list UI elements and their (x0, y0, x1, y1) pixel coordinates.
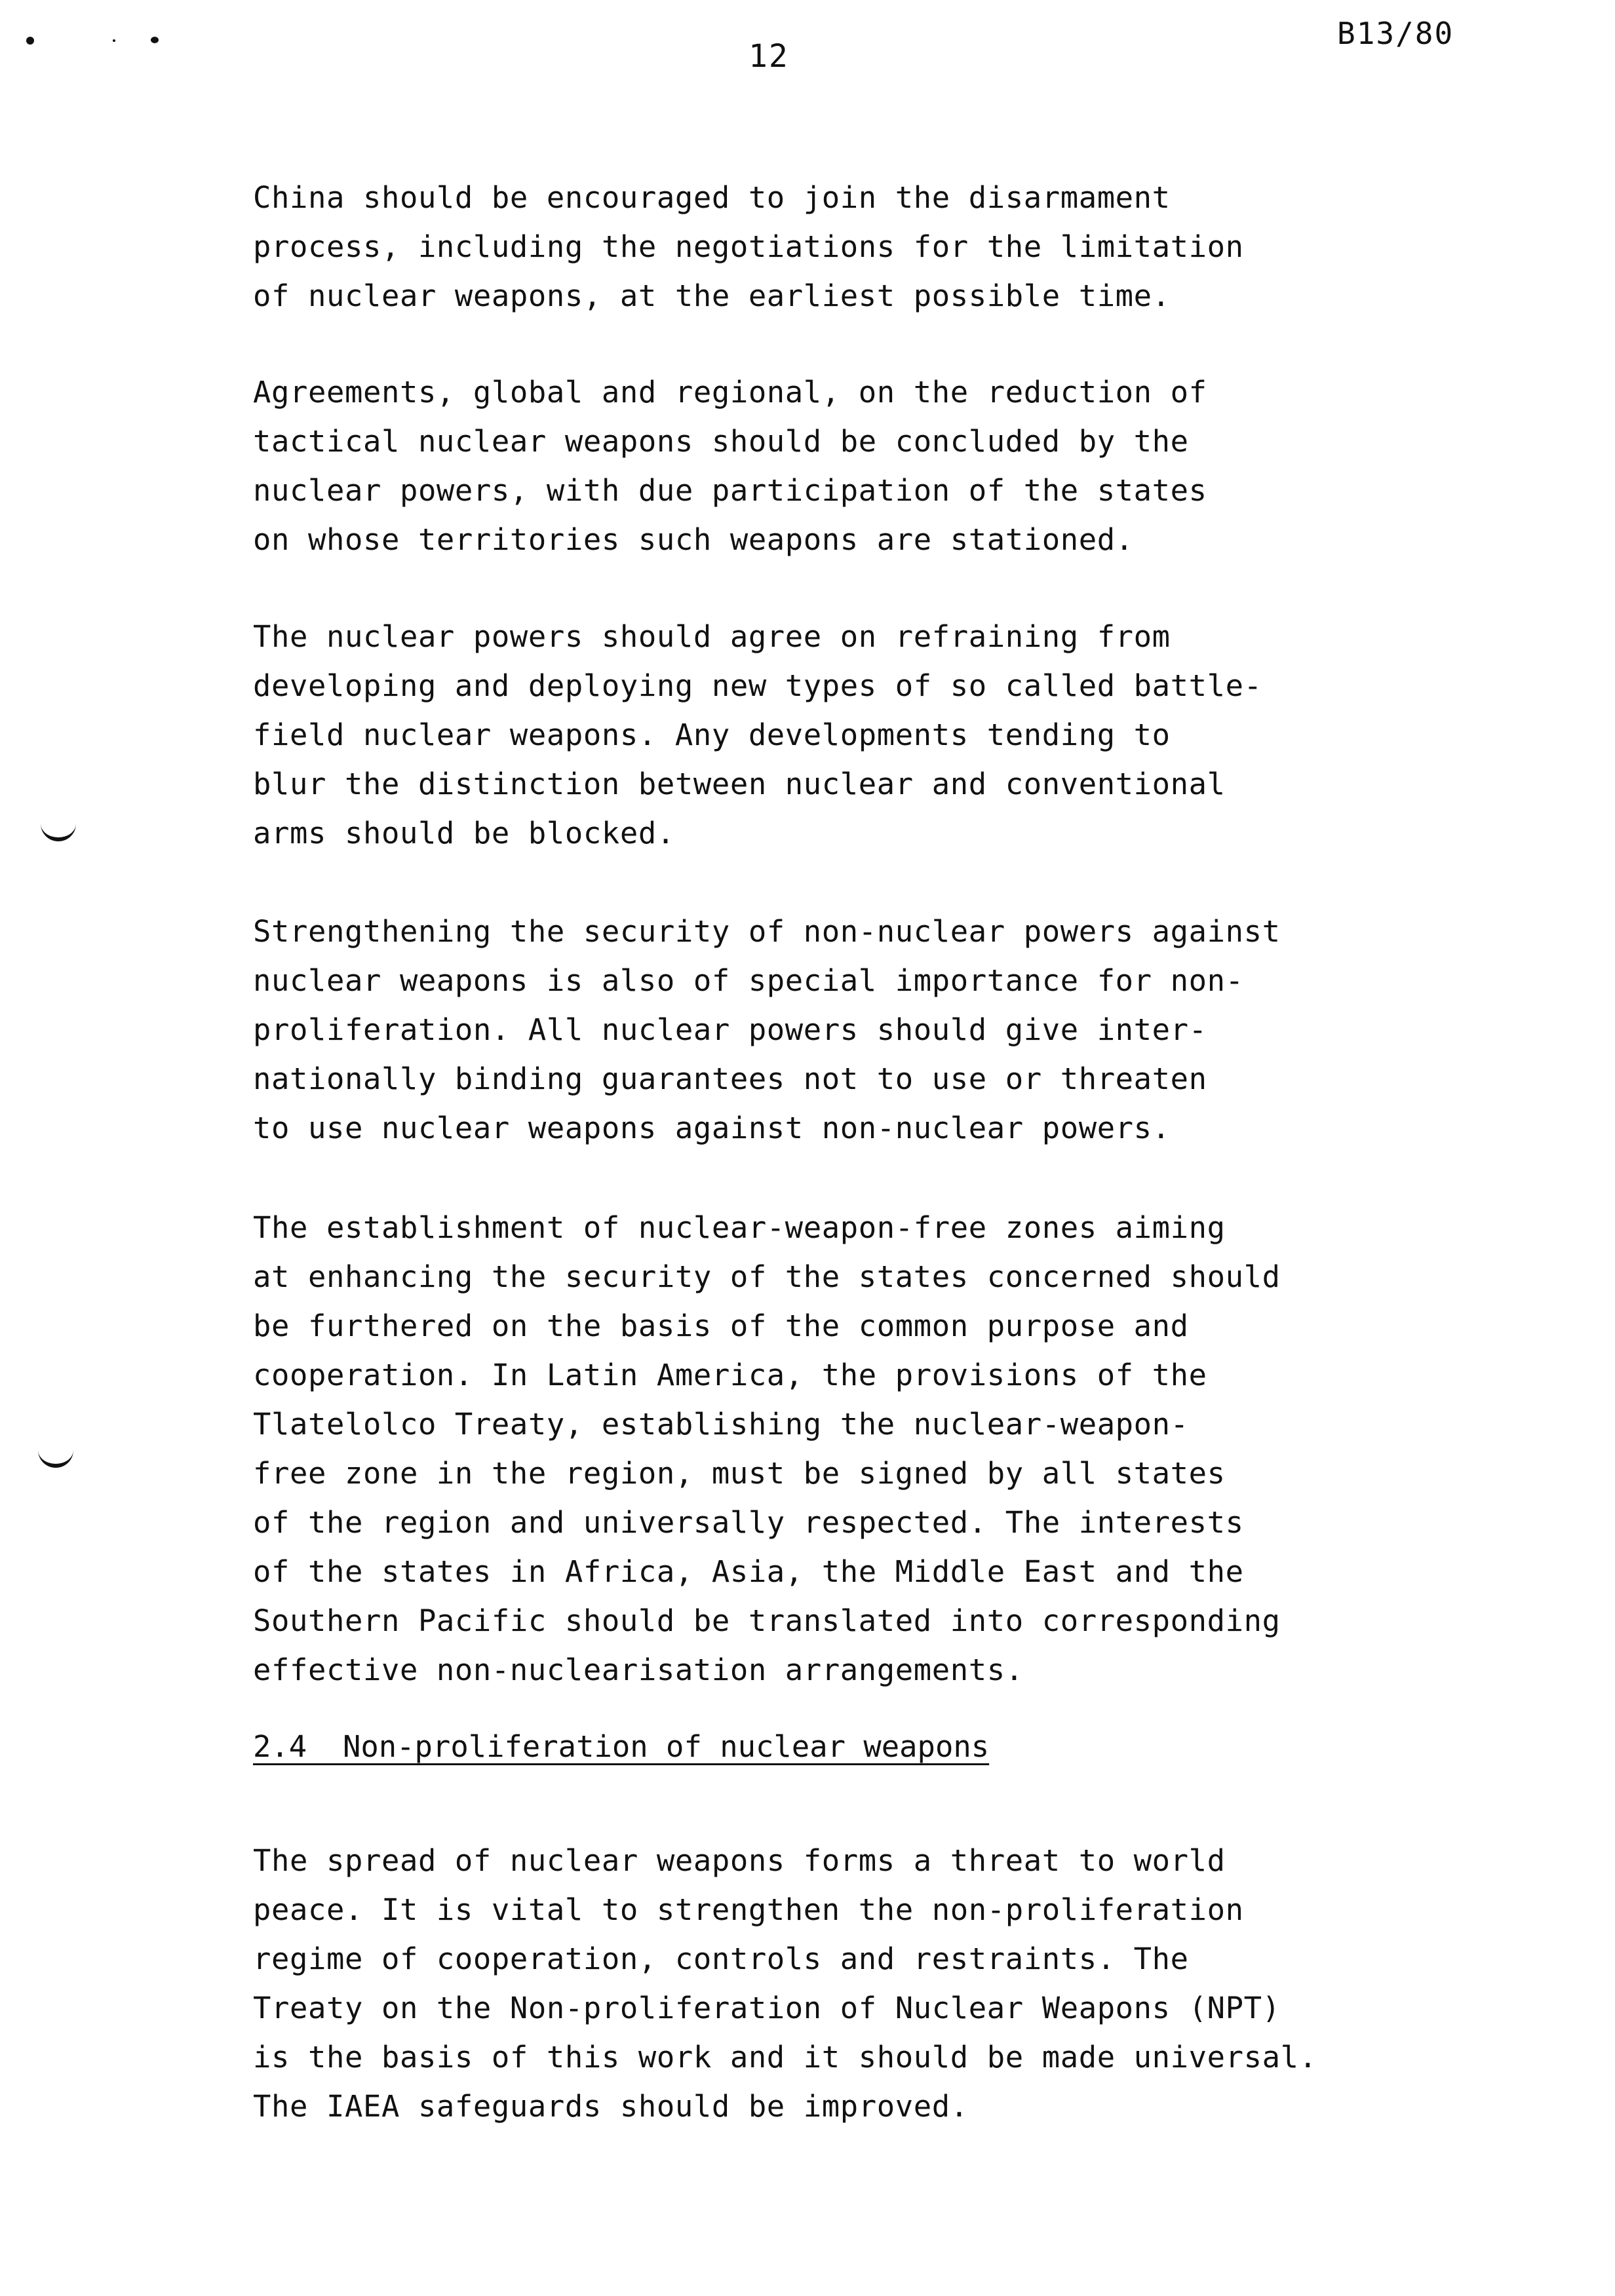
paragraph-china-disarmament: China should be encouraged to join the disarmament process, including the negotiations for the limitation of nuclear weapons, at the earliest possible time. (253, 180, 1244, 313)
paragraph-security-guarantees: Strengthening the security of non-nuclear powers against nuclear weapons is also of special importance for non- proliferation. All nuclear powers should give inter- nationally binding guarantees not to use or threaten to use nuclear weapons against non-nuclear powers. (253, 914, 1281, 1145)
paragraph-weapon-free-zones: The establishment of nuclear-weapon-free zones aiming at enhancing the security of the states concerned should be furthered on the basis of the common purpose and cooperation. In Latin America, the provisions of the Tlatelolco Treaty, establishing the nuclear-weapon- free zone in the region, must be signed by all states of the region and universally respected. The interests of the states in Africa, Asia, the Middle East and the Southern Pacific should be translated into corresponding effective non-nuclearisation arrangements. (253, 1210, 1281, 1687)
scan-speck (113, 39, 115, 42)
scan-speck (151, 37, 159, 43)
scan-speck (26, 37, 34, 45)
section-heading: 2.4 Non-proliferation of nuclear weapons (253, 1729, 990, 1764)
page-number: 12 (749, 38, 789, 75)
document-reference: B13/80 (1337, 16, 1454, 51)
paragraph-non-proliferation: The spread of nuclear weapons forms a threat to world peace. It is vital to strengthen the non-proliferation regime of cooperation, controls and restraints. The Treaty on the Non-proliferation of Nuclear Weapons (NPT) is the basis of this work and it should be made universal. The IAEA safeguards should be improved. (253, 1843, 1317, 2124)
paragraph-tactical-weapons: Agreements, global and regional, on the reduction of tactical nuclear weapons should be concluded by the nuclear powers, with due participation of the states on whose territories such weapons are stationed. (253, 375, 1207, 557)
margin-mark (41, 802, 76, 841)
margin-mark (38, 1428, 73, 1468)
paragraph-battlefield-weapons: The nuclear powers should agree on refraining from developing and deploying new types of so called battle- field nuclear weapons. Any developments tending to blur the distinction between nuclear and conventional arms should be blocked. (253, 619, 1262, 851)
